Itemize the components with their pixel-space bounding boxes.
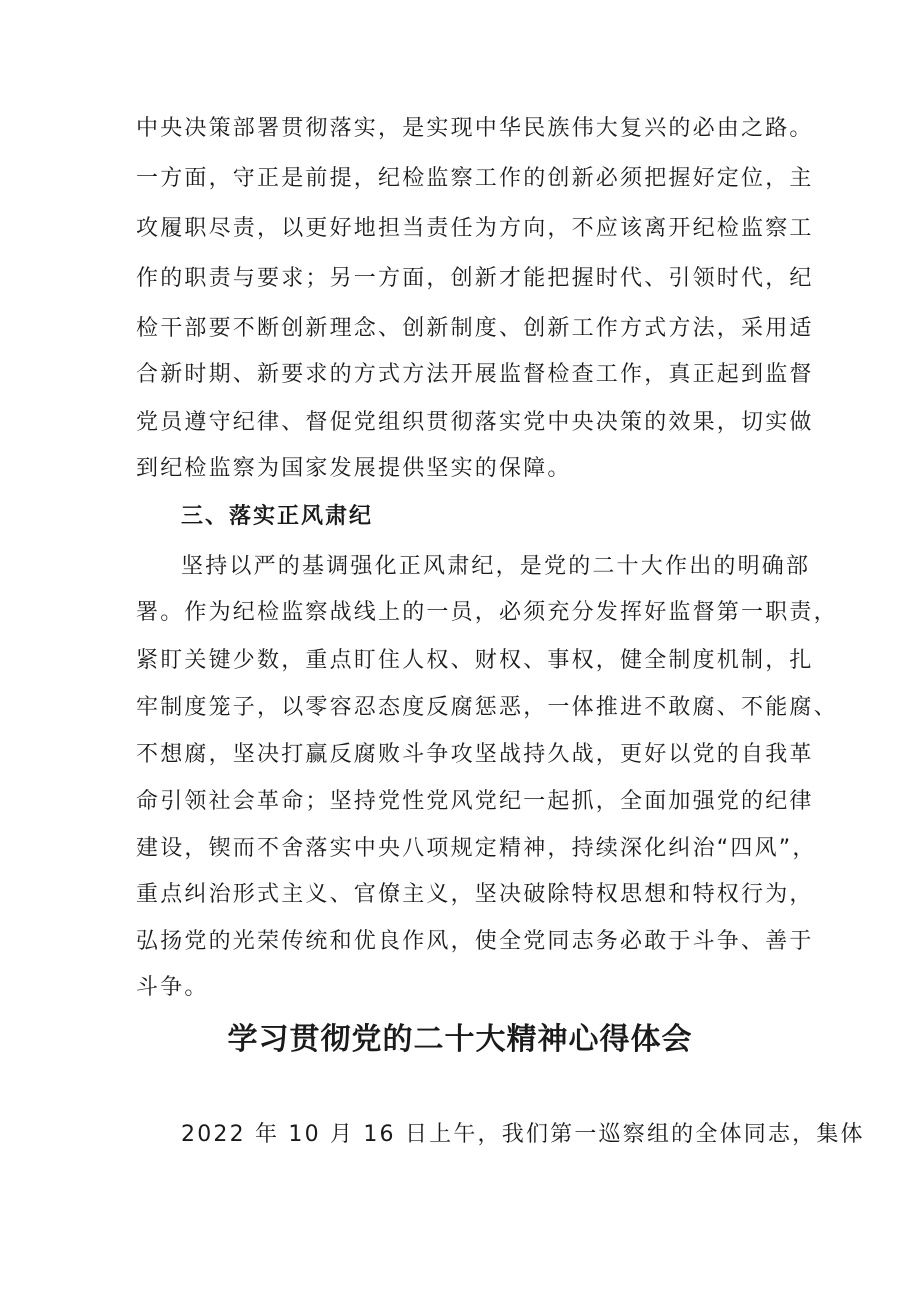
paragraph-line: 紧盯关键少数，重点盯住人权、财权、事权，健全制度机制，扎	[136, 648, 814, 673]
paragraph-line: 命引领社会革命；坚持党性党风党纪一起抓，全面加强党的纪律	[136, 789, 814, 814]
paragraph-line: 中央决策部署贯彻落实，是实现中华民族伟大复兴的必由之路。	[136, 116, 814, 141]
paragraph-line: 斗争。	[136, 975, 209, 1000]
paragraph-line: 合新时期、新要求的方式方法开展监督检查工作，真正起到监督	[136, 362, 814, 387]
paragraph-line: 作的职责与要求；另一方面，创新才能把握时代、引领时代，纪	[136, 266, 814, 291]
paragraph-line: 弘扬党的光荣传统和优良作风，使全党同志务必敢于斗争、善于	[136, 929, 814, 954]
paragraph-line: 到纪检监察为国家发展提供坚实的保障。	[136, 456, 572, 481]
paragraph-line: 检干部要不断创新理念、创新制度、创新工作方式方法，采用适	[136, 316, 814, 341]
paragraph-line: 建设，锲而不舍落实中央八项规定精神，持续深化纠治“四风”，	[136, 836, 817, 861]
paragraph-line: 重点纠治形式主义、官僚主义，坚决破除特权思想和特权行为，	[136, 882, 814, 907]
paragraph-line: 坚持以严的基调强化正风肃纪，是党的二十大作出的明确部	[181, 554, 811, 579]
paragraph-line: 署。作为纪检监察战线上的一员，必须充分发挥好监督第一职责，	[136, 600, 838, 625]
paragraph-line: 党员遵守纪律、督促党组织贯彻落实党中央决策的效果，切实做	[136, 410, 814, 435]
paragraph-line: 不想腐，坚决打赢反腐败斗争攻坚战持久战，更好以党的自我革	[136, 742, 814, 767]
paragraph-line: 牢制度笼子，以零容忍态度反腐惩恶，一体推进不敢腐、不能腐、	[136, 695, 838, 720]
section-heading: 三、落实正风肃纪	[181, 504, 374, 529]
paragraph-line: 2022 年 10 月 16 日上午，我们第一巡察组的全体同志，集体	[181, 1122, 865, 1147]
paragraph-line: 一方面，守正是前提，纪检监察工作的创新必须把握好定位，主	[136, 166, 814, 191]
paragraph-line: 攻履职尽责，以更好地担当责任为方向，不应该离开纪检监察工	[136, 216, 814, 241]
document-title: 学习贯彻党的二十大精神心得体会	[227, 1022, 693, 1057]
